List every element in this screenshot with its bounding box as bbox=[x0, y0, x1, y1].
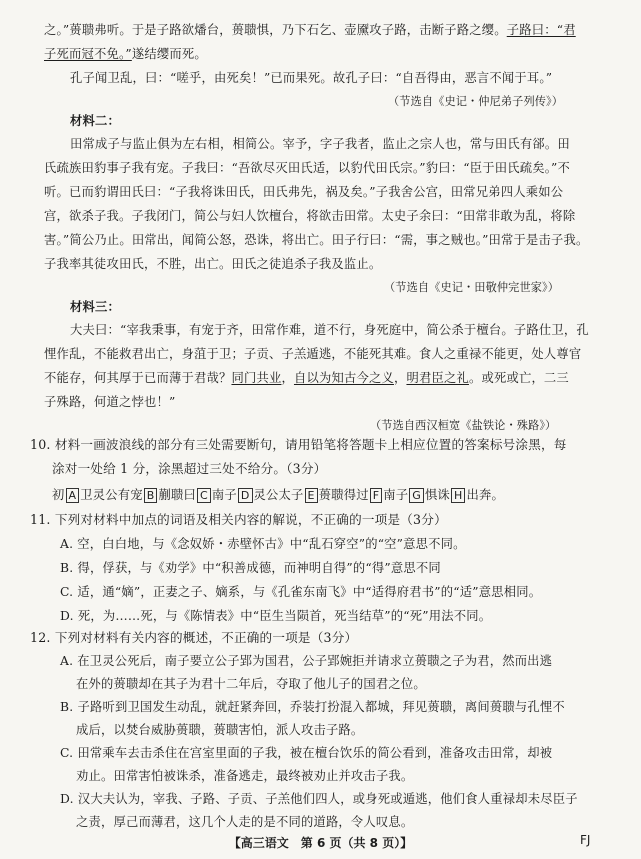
q10-segment: 初 bbox=[52, 488, 65, 502]
material2-title: 材料二： bbox=[70, 113, 120, 128]
q10-break-options bbox=[52, 487, 504, 503]
passage1-line2-text: 遂结缨而死。 bbox=[131, 47, 207, 61]
material3-line: 悝作乱，不能救君出亡，身菹于卫；子贡、子羔遁逃，不能死其难。食人之重禄不能更，处人尊官 bbox=[44, 347, 582, 361]
material2-line: 氏疏族田豹事子我有宠。子我曰：“吾欲尽灭田氏适，以豹代田氏宗。”豹曰：“臣于田氏疏矣。”不 bbox=[44, 161, 571, 175]
material3-line: 子殊路，何道之悖也！” bbox=[44, 395, 176, 409]
q10-mark-f[interactable]: F bbox=[370, 488, 383, 503]
q10-mark-b[interactable]: B bbox=[144, 488, 158, 503]
material3-text: 不能存，何其厚于已而薄于君哉？ bbox=[44, 371, 232, 385]
material2-source: （节选自《史记・田敬仲完世家》） bbox=[384, 281, 560, 294]
material2-line: 田常成子与监止俱为左右相，相简公。宰予，字子我者，监止之宗人也，常与田氏有郤。田 bbox=[70, 137, 570, 151]
material3-source: （节选自西汉桓宽《盐铁论・殊路》） bbox=[370, 419, 557, 432]
q10-segment: 南子 bbox=[211, 488, 237, 502]
material3-underlined: 明君臣之礼 bbox=[406, 371, 469, 385]
q10-segment: 蒯聩曰 bbox=[158, 488, 196, 502]
q11-option-b[interactable]: B. 得，俘获，与《劝学》中“积善成德，而神明自得”的“得”意思不同 bbox=[60, 561, 441, 575]
q10-segment: 出奔。 bbox=[466, 488, 504, 502]
q12-option-b-cont: 成后，以焚台威胁蒉聩，蒉聩害怕，派人攻击子路。 bbox=[76, 723, 364, 737]
material2-line: 害。”简公乃止。田常出，闻简公怒，恐诛，将出亡。田子行曰：“需，事之贼也。”田常于是击子我。 bbox=[44, 233, 589, 247]
q10-mark-g[interactable]: G bbox=[409, 488, 424, 503]
q10-segment: 惧诛 bbox=[424, 488, 450, 502]
q12-option-a-cont: 在外的蒉聩却在其子为君十二年后，夺取了他儿子的国君之位。 bbox=[76, 677, 426, 691]
passage1-line2-underlined: 子死而冠不免。” bbox=[44, 47, 132, 61]
material3-underlined: 自以为知古今之义 bbox=[293, 371, 394, 385]
q12-option-d[interactable]: D. 汉大夫认为，宰我、子路、子贡、子羔他们四人，或身死或遁逃，他们食人重禄却未尽臣子 bbox=[60, 792, 578, 806]
q10-mark-c[interactable]: C bbox=[197, 488, 211, 503]
passage1-line3: 孔子闻卫乱，曰：“嗟乎，由死矣！”已而果死。故孔子曰：“自吾得由，恶言不闻于耳。” bbox=[70, 71, 553, 85]
q10-segment: 蒉聩得过 bbox=[318, 488, 369, 502]
q12-option-b[interactable]: B. 子路听到卫国发生动乱，就赶紧奔回，乔装打扮混入都城，拜见蒉聩，离间蒉聩与孔悝不 bbox=[60, 700, 565, 714]
q11-option-d[interactable]: D. 死，为……死，与《陈情表》中“臣生当陨首，死当结草”的“死”用法不同。 bbox=[60, 609, 492, 623]
q10-mark-e[interactable]: E bbox=[305, 488, 318, 503]
q10-stem-cont: 涂对一处给 1 分，涂黑超过三处不给分。（3分） bbox=[52, 461, 327, 476]
material3-text: 。或死或亡，二三 bbox=[468, 371, 569, 385]
passage1-line1 bbox=[44, 22, 576, 38]
q11-stem: 11. 下列对材料中加点的词语及相关内容的解说，不正确的一项是（3分） bbox=[30, 512, 447, 527]
material3-underlined: 同门共业 bbox=[231, 371, 282, 385]
q11-option-c[interactable]: C. 适，通“嫡”，正妻之子、嫡系，与《孔雀东南飞》中“适得府君书”的“适”意思相同。 bbox=[60, 585, 542, 599]
passage1-line2 bbox=[44, 46, 207, 62]
passage1-line1-text: 之。”蒉聩弗听。于是子路欲燔台，蒉聩惧，乃下石乞、壶黡攻子路，击断子路之缨。 bbox=[44, 23, 507, 37]
q12-option-c-cont: 劝止。田常害怕被诛杀，准备逃走，最终被劝止并攻击子我。 bbox=[76, 769, 414, 783]
material3-title: 材料三： bbox=[70, 299, 120, 314]
material3-line: 大夫曰：“宰我秉事，有宠于齐，田常作难，道不行，身死庭中，简公杀于檀台。子路仕卫，孔 bbox=[70, 323, 589, 337]
q10-segment: 南子 bbox=[383, 488, 409, 502]
q10-mark-a[interactable]: A bbox=[66, 488, 80, 503]
material3-text: ， bbox=[281, 371, 294, 385]
passage1-line1-underlined: 子路曰：“君 bbox=[506, 23, 576, 37]
paper-code: FJ bbox=[580, 833, 591, 847]
material2-line: 宫，欲杀子我。子我闭门，简公与妇人饮檀台，将欲击田常。太史子余曰：“田常非敢为乱，将除 bbox=[44, 209, 576, 223]
q10-segment: 灵公太子 bbox=[253, 488, 304, 502]
q12-option-a[interactable]: A. 在卫灵公死后，南子要立公子郢为国君，公子郢婉拒并请求立蒉聩之子为君，然而出逃 bbox=[60, 654, 553, 668]
q12-option-d-cont: 之责，厚己而薄君，这几个人走的是不同的道路，令人叹息。 bbox=[76, 815, 414, 829]
material2-line: 听。已而豹谓田氏曰：“子我将诛田氏，田氏弗先，祸及矣。”子我舍公宫，田常兄弟四人乘如公 bbox=[44, 185, 564, 199]
q10-stem: 10. 材料一画波浪线的部分有三处需要断句，请用铅笔将答题卡上相应位置的答案标号涂黑，每 bbox=[30, 437, 567, 452]
page-footer: 【高三语文 第 6 页（共 8 页）】 bbox=[228, 836, 413, 850]
q10-mark-d[interactable]: D bbox=[238, 488, 253, 503]
material3-line3 bbox=[44, 370, 569, 386]
q11-option-a[interactable]: A. 空，白白地，与《念奴娇・赤壁怀古》中“乱石穿空”的“空”意思不同。 bbox=[60, 537, 466, 551]
material3-text: ， bbox=[393, 371, 407, 385]
q12-option-c[interactable]: C. 田常乘车去击杀住在宫室里面的子我，被在檀台饮乐的简公看到，准备攻击田常，却被 bbox=[60, 746, 553, 760]
material2-line: 子我率其徒攻田氏，不胜，出亡。田氏之徒追杀子我及监止。 bbox=[44, 257, 382, 271]
q10-segment: 卫灵公有宠 bbox=[80, 488, 143, 502]
q10-mark-h[interactable]: H bbox=[451, 488, 465, 503]
q12-stem: 12. 下列对材料有关内容的概述，不正确的一项是（3分） bbox=[30, 630, 358, 645]
passage1-source: （节选自《史记・仲尼弟子列传》） bbox=[388, 95, 564, 108]
